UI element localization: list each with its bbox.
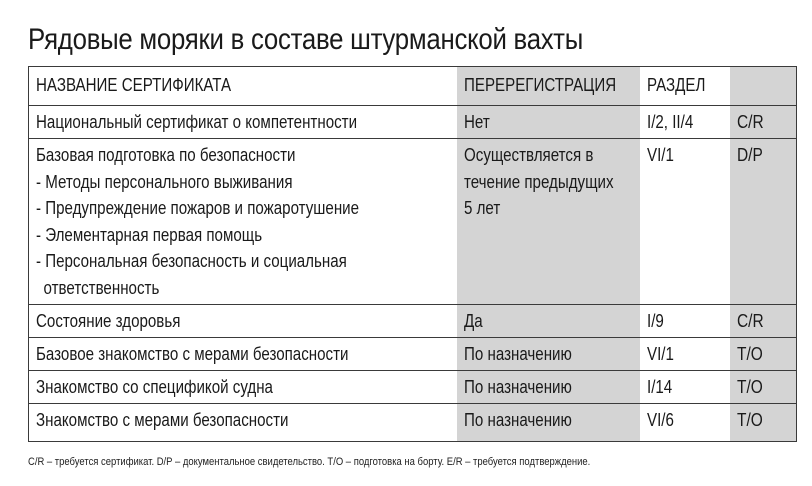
table-row <box>29 305 797 338</box>
cell-renewal: Нет <box>457 106 640 139</box>
cell-renewal: По назначению <box>457 404 640 442</box>
cell-line: - Персональная безопасность и социальная <box>36 251 347 271</box>
table-header-row <box>29 67 797 106</box>
cell-renewal: По назначению <box>457 371 640 404</box>
cell-certificate-name: Состояние здоровья <box>29 305 457 338</box>
cell-certificate-name: Национальный сертификат о компетентности <box>29 106 457 139</box>
header-renewal: ПЕРЕРЕГИСТРАЦИЯ <box>457 67 640 106</box>
table-row <box>29 338 797 371</box>
cell-code: D/P <box>730 139 797 305</box>
cell-section: I/14 <box>640 371 730 404</box>
cell-code: C/R <box>730 106 797 139</box>
table-row <box>29 404 797 442</box>
cell-line: 5 лет <box>463 198 500 218</box>
cell-certificate-name: Знакомство со спецификой судна <box>29 371 457 404</box>
cell-certificate-name: Базовое знакомство с мерами безопасности <box>29 338 457 371</box>
cell-line: течение предыдущих <box>463 171 614 192</box>
cell-line: - Предупреждение пожаров и пожаротушение <box>36 198 360 218</box>
cell-line: - Методы персонального выживания <box>36 171 293 192</box>
cell-section: VI/6 <box>640 404 730 442</box>
cell-certificate-name <box>29 139 457 305</box>
cell-section: I/2, II/4 <box>640 106 730 139</box>
header-code <box>730 67 797 106</box>
cell-code: T/O <box>730 338 797 371</box>
cell-code: T/O <box>730 404 797 442</box>
cell-section: VI/1 <box>640 338 730 371</box>
table-row <box>29 139 797 305</box>
cell-renewal: Да <box>457 305 640 338</box>
certificates-table <box>28 66 797 442</box>
header-certificate-name: НАЗВАНИЕ СЕРТИФИКАТА <box>29 67 457 106</box>
cell-line: ответственность <box>43 277 160 298</box>
cell-section: I/9 <box>640 305 730 338</box>
header-section: РАЗДЕЛ <box>640 67 730 106</box>
cell-code: T/O <box>730 371 797 404</box>
cell-line: - Элементарная первая помощь <box>36 224 263 245</box>
table-row <box>29 106 797 139</box>
cell-section: VI/1 <box>640 139 730 305</box>
cell-line: Базовая подготовка по безопасности <box>36 145 296 165</box>
cell-renewal: По назначению <box>457 338 640 371</box>
cell-certificate-name: Знакомство с мерами безопасности <box>29 404 457 442</box>
table-row <box>29 371 797 404</box>
cell-code: C/R <box>730 305 797 338</box>
footnote-legend: C/R – требуется сертификат. D/P – документальное свидетельство. T/O – подготовка на борту. E/R – требуется подтверждение. <box>28 456 591 468</box>
cell-renewal <box>457 139 640 305</box>
cell-line: Осуществляется в <box>463 145 593 165</box>
page-title: Рядовые моряки в составе штурманской вахты <box>28 23 584 56</box>
